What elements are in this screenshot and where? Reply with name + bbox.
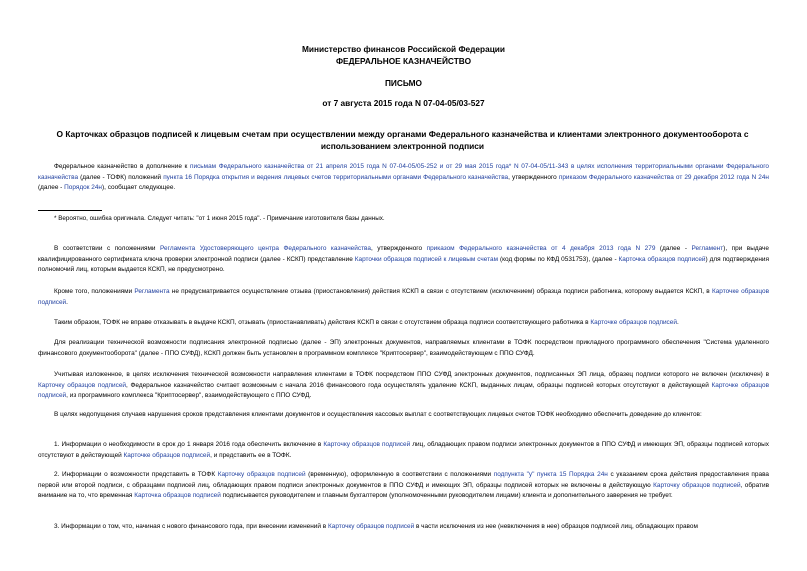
link-kartochka-obrazcov[interactable]: Карточке образцов подписей	[590, 319, 677, 326]
paragraph-text: .	[66, 298, 68, 306]
link-kartochka-obrazcov[interactable]: Карточку образцов подписей	[217, 471, 306, 478]
link-kartochka-obrazcov[interactable]: Карточка образцов подписей	[134, 492, 221, 500]
paragraph-text: Кроме того, положениями	[54, 288, 135, 295]
footnote-divider	[38, 210, 102, 211]
paragraph-text: с указанием срока действия предоставления права первой или второй подписи, с образцами подписей лиц, обладающих правом подписи электронных документов в ППО СУФД и имеющих ЭП, образцы подписей которых не включены в действующую	[38, 471, 769, 489]
paragraph-7: В целях недопущения случаев нарушения сроков представления клиентами документов и осуществления кассовых выплат с соответствующих лицевых счетов ТОФК необходимо обеспечить доведение до клиентов:	[54, 411, 702, 418]
paragraph-1	[38, 162, 769, 194]
paragraph-text: , утвержденного	[370, 245, 427, 252]
paragraph-text: , Федеральное казначейство считает возможным с начала 2016 финансового года осуществлять удаление КСКП, выданных лицам, образцы подписей которых отсутствуют в действующей	[126, 381, 712, 389]
link-kartochka-obrazcov-short[interactable]: Карточка образцов подписей	[618, 255, 706, 263]
footnote: * Вероятно, ошибка оригинала. Следует читать: "от 1 июня 2015 года". - Примечание изготовителя базы данных.	[54, 215, 385, 222]
paragraph-4	[38, 318, 769, 329]
paragraph-text: , утвержденного	[508, 173, 559, 181]
document-date-number: от 7 августа 2015 года N 07-04-05/03-527	[322, 98, 485, 108]
link-reglament[interactable]: Регламент	[691, 245, 724, 252]
paragraph-text: , и представить ее в ТОФК.	[210, 451, 292, 459]
link-kartochka-obrazcov[interactable]: Карточке образцов подписей	[123, 451, 211, 459]
paragraph-text: (далее -	[655, 245, 692, 252]
link-kartochka-obrazcov[interactable]: Карточку образцов подписей	[323, 441, 411, 448]
paragraph-text: лиц, обладающих правом подписи электронных документов в ППО СУФД и имеющих ЭП, образцы подписей которых отсутствуют в действующей	[38, 441, 770, 459]
link-letter-2015-05-29[interactable]: и от 29 мая 2015 года* N 07-04-05/11-343 в целях исполнения территориальными органами Федерального казначейства	[38, 163, 770, 181]
link-kartochka-obrazcov[interactable]: Карточку образцов подписей	[327, 523, 415, 530]
paragraph-text: В соответствии с положениями	[54, 245, 161, 252]
link-kartochka-obrazcov[interactable]: Карточки образцов подписей к лицевым счетам	[354, 255, 499, 263]
agency-name: ФЕДЕРАЛЬНОЕ КАЗНАЧЕЙСТВО	[335, 56, 472, 66]
link-reglament[interactable]: Регламента	[134, 288, 170, 295]
paragraph-text: ) для подтверждения полномочий лиц, которым выдается КСКП, не предусмотрено.	[38, 255, 769, 274]
paragraph-5: Для реализации технической возможности подписания электронной подписью (далее - ЭП) электронных документов, направляемых клиентами в ТОФК посредством прикладного программного обеспечения "Система удаленного финансового документооборота" (далее - ППО СУФД), КСКП должен быть установлен в программном комплексе "Криптосервер", взаимодействующем с ППО СУФД.	[38, 339, 769, 357]
document-title: О Карточках образцов подписей к лицевым счетам при осуществлении между органами Федерального казначейства и клиентами электронного документооборота с использованием электронной подписи	[56, 129, 749, 151]
link-poryadok-punkt-16[interactable]: пункта 16 Порядка открытия и ведения лицевых счетов территориальными органами Федерального казначейства	[163, 173, 509, 181]
link-letter-2015-04-21[interactable]: письмам Федерального казначейства от 21 апреля 2015 года N 07-04-05/05-252	[190, 163, 438, 170]
link-prikaz-24n[interactable]: приказом Федерального казначейства от 29 декабря 2012 года N 24н	[558, 173, 769, 181]
link-reglament-uc[interactable]: Регламента Удостоверяющего центра Федерального казначейства	[160, 245, 371, 252]
paragraph-text: , из программного комплекса "Криптосервер", взаимодействующего с ППО СУФД.	[66, 392, 312, 400]
link-prikaz-279[interactable]: приказом Федерального казначейства от 4 декабря 2013 года N 279	[426, 245, 656, 252]
paragraph-6	[38, 370, 769, 402]
paragraph-text: Таким образом, ТОФК не вправе отказывать в выдаче КСКП, отзывать (приостанавливать) действия КСКП в связи с отсутствием образца подписи соответствующего работника в	[54, 319, 591, 326]
paragraph-text: 1. Информации о необходимости в срок до 1 января 2016 года обеспечить включение в	[54, 441, 324, 448]
paragraph-text: подписывается руководителем и главным бухгалтером (уполномоченными руководителем лицами) клиента и дополнительного заверения не требует.	[220, 492, 673, 500]
paragraph-text: ), при выдаче квалифицированного сертификата ключа проверки электронной подписи (далее - КСКП) представление	[38, 245, 769, 263]
paragraph-text: не предусматривается осуществление отзыва (приостановления) действия КСКП в связи с отсутствием (исключением) образца подписи работника, которому выдается КСКП, в	[169, 288, 712, 295]
paragraph-text: в части исключения из нее (невключения в нее) образцов подписей лиц, обладающих правом	[414, 523, 698, 530]
link-kartochka-obrazcov[interactable]: Карточке образцов подписей	[38, 288, 769, 306]
paragraph-8	[38, 440, 769, 461]
paragraph-text: .	[676, 319, 679, 326]
link-kartochka-obrazcov[interactable]: Карточке образцов подписей	[38, 381, 770, 400]
paragraph-9	[38, 470, 769, 502]
paragraph-text: (далее -	[38, 184, 65, 192]
paragraph-2	[38, 244, 769, 276]
paragraph-text: (код формы по КФД 0531753), (далее -	[498, 255, 619, 263]
document-type: ПИСЬМО	[384, 78, 423, 88]
paragraph-text: Федеральное казначейство в дополнение к	[54, 163, 190, 170]
paragraph-text: 2. Информации о возможности представить в ТОФК	[54, 471, 218, 478]
paragraph-text: ), сообщает следующее.	[101, 184, 176, 192]
link-podpunkt-u-punkt-15[interactable]: подпункта "у" пункта 15 Порядка 24н	[493, 471, 608, 478]
paragraph-text: 3. Информации о том, что, начиная с нового финансового года, при внесении изменений в	[54, 523, 328, 530]
paragraph-text: , обратив внимание на то, что временная	[38, 481, 770, 500]
paragraph-10	[38, 522, 769, 533]
paragraph-text: Учитывая изложенное, в целях исключения технической возможности направления клиентами в ТОФК посредством ППО СУФД электронных документов, подписанных ЭП лица, образец подписи которого не включен (исключен) в	[54, 371, 769, 378]
paragraph-3	[38, 287, 769, 308]
paragraph-text: (временную), оформленную в соответствии с положениями	[305, 471, 494, 478]
link-poryadok-24n[interactable]: Порядок 24н	[64, 184, 102, 192]
paragraph-text: (далее - ТОФК) положений	[78, 173, 164, 181]
link-kartochka-obrazcov[interactable]: Карточку образцов подписей	[38, 381, 127, 389]
link-kartochka-obrazcov[interactable]: Карточку образцов подписей	[653, 481, 741, 489]
ministry-name: Министерство финансов Российской Федерации	[301, 44, 506, 54]
